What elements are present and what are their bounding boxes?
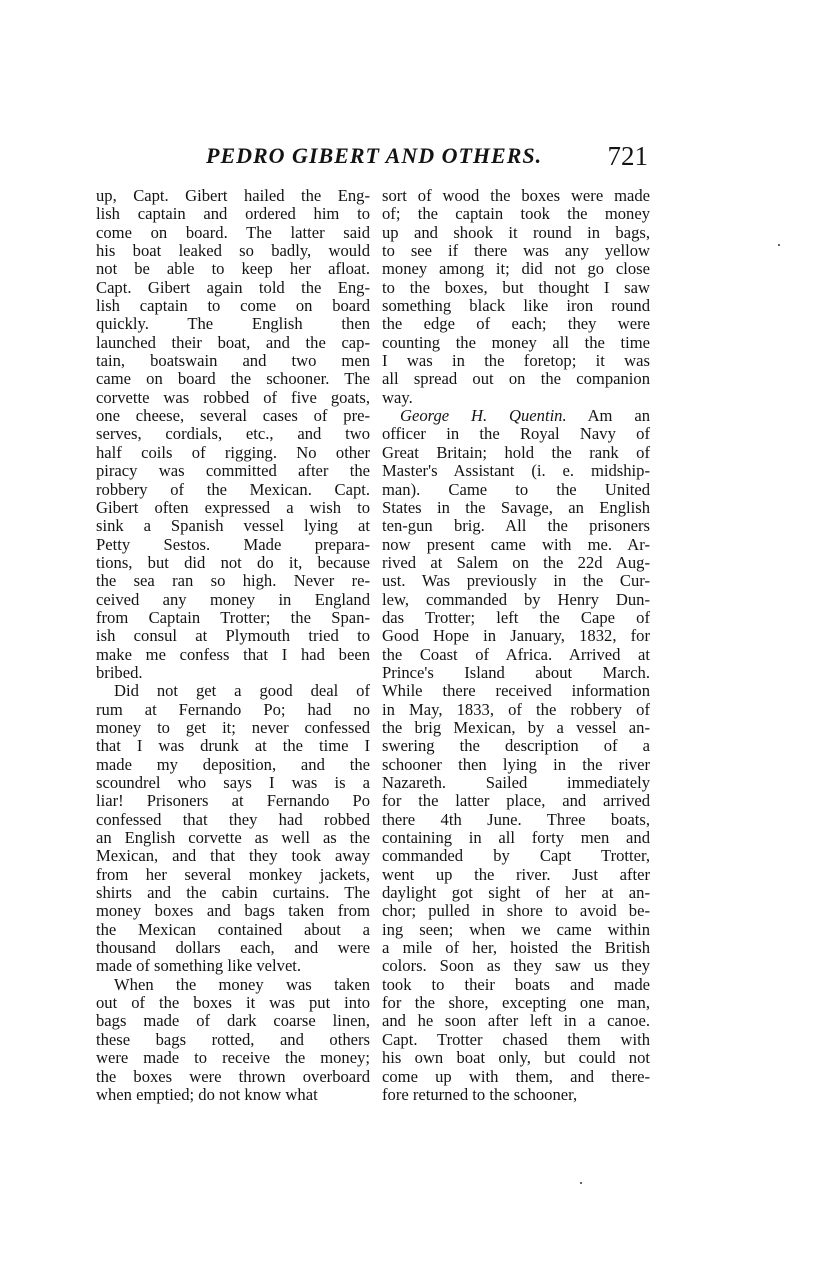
text-line: come on board. The latter said bbox=[96, 222, 370, 242]
text-line: for the shore, excepting one man, bbox=[382, 993, 650, 1013]
text-line: these bags rotted, and others bbox=[96, 1029, 370, 1049]
page-number: 721 bbox=[607, 141, 648, 171]
text-line: Master's Assistant (i. e. midship- bbox=[382, 461, 650, 481]
text-line: money among it; did not go close bbox=[382, 259, 650, 279]
text-line: Petty Sestos. Made prepara- bbox=[96, 534, 370, 554]
text-line: way. bbox=[382, 387, 413, 407]
text-line: ish consul at Plymouth tried to bbox=[96, 626, 370, 646]
text-line: made of something like velvet. bbox=[96, 956, 302, 976]
text-line: lish captain to come on board bbox=[96, 296, 370, 316]
text-line: Capt. Trotter chased them with bbox=[382, 1029, 650, 1049]
text-line: from Captain Trotter; the Span- bbox=[96, 607, 370, 627]
text-line: up and shook it round in bags, bbox=[382, 222, 650, 242]
text-line: when emptied; do not know what bbox=[96, 1084, 318, 1104]
text-line: serves, cordials, etc., and two bbox=[96, 424, 370, 444]
text-line: counting the money all the time bbox=[382, 332, 650, 352]
text-line: took to their boats and made bbox=[382, 974, 650, 994]
text-line: corvette was robbed of five goats, bbox=[96, 387, 370, 407]
text-line: that I was drunk at the time I bbox=[96, 736, 370, 756]
text-line: the Mexican contained about a bbox=[96, 919, 370, 939]
text-line: sort of wood the boxes were made bbox=[382, 186, 650, 205]
text-line: his boat leaked so badly, would bbox=[96, 241, 370, 261]
text-line: up, Capt. Gibert hailed the Eng- bbox=[96, 186, 370, 205]
text-line: his own boat only, but could not bbox=[382, 1048, 650, 1068]
text-line: lew, commanded by Henry Dun- bbox=[382, 589, 650, 609]
text-line: ust. Was previously in the Cur- bbox=[382, 571, 650, 591]
text-line: Prince's Island about March. bbox=[382, 662, 650, 682]
text-line: money to get it; never confessed bbox=[96, 717, 370, 737]
text-line: colors. Soon as they saw us they bbox=[382, 956, 650, 976]
text-line: Great Britain; hold the rank of bbox=[382, 442, 650, 462]
text-line: to see if there was any yellow bbox=[382, 241, 650, 261]
text-line: from her several monkey jackets, bbox=[96, 864, 370, 884]
text-line: the Coast of Africa. Arrived at bbox=[382, 644, 650, 664]
text-line: there 4th June. Three boats, bbox=[382, 809, 650, 829]
page-header bbox=[96, 140, 652, 174]
text-line: I was in the foretop; it was bbox=[382, 351, 650, 371]
text-line: Did not get a good deal of bbox=[114, 681, 370, 701]
text-line: tain, boatswain and two men bbox=[96, 351, 370, 371]
text-line: a mile of her, hoisted the British bbox=[382, 938, 650, 958]
text-line bbox=[382, 407, 650, 425]
text-line: das Trotter; left the Cape of bbox=[382, 607, 650, 627]
text-line: lish captain and ordered him to bbox=[96, 204, 370, 224]
left-column bbox=[96, 187, 370, 1104]
text-line: rived at Salem on the 22d Aug- bbox=[382, 552, 650, 572]
testimony-start: Am an bbox=[566, 406, 650, 426]
text-line: scoundrel who says I was is a bbox=[96, 773, 370, 792]
text-line: confessed that they had robbed bbox=[96, 809, 370, 829]
text-line: not be able to keep her afloat. bbox=[96, 259, 370, 279]
text-line: chor; pulled in shore to avoid be- bbox=[382, 901, 650, 921]
text-line: came on board the schooner. The bbox=[96, 369, 370, 389]
text-line: robbery of the Mexican. Capt. bbox=[96, 479, 370, 499]
text-line: Nazareth. Sailed immediately bbox=[382, 773, 650, 792]
text-line: now present came with me. Ar- bbox=[382, 534, 650, 554]
text-line: of; the captain took the money bbox=[382, 204, 650, 224]
text-line: man). Came to the United bbox=[382, 479, 650, 499]
right-column bbox=[382, 187, 650, 1104]
text-line: commanded by Capt Trotter, bbox=[382, 846, 650, 866]
text-line: an English corvette as well as the bbox=[96, 828, 370, 848]
text-line: the edge of each; they were bbox=[382, 314, 650, 334]
text-line: in May, 1833, of the robbery of bbox=[382, 699, 650, 719]
text-line: and he soon after left in a canoe. bbox=[382, 1011, 650, 1031]
margin-speck bbox=[580, 1182, 582, 1184]
text-line: the sea ran so high. Never re- bbox=[96, 571, 370, 591]
text-line: tions, but did not do it, because bbox=[96, 552, 370, 572]
text-line: fore returned to the schooner, bbox=[382, 1084, 578, 1104]
text-line: Good Hope in January, 1832, for bbox=[382, 626, 650, 646]
running-title: PEDRO GIBERT AND OTHERS. bbox=[206, 143, 543, 168]
text-line: come up with them, and there- bbox=[382, 1066, 650, 1086]
text-line: bribed. bbox=[96, 662, 143, 682]
text-line: schooner then lying in the river bbox=[382, 754, 650, 774]
text-line: all spread out on the companion bbox=[382, 369, 650, 389]
text-line: were made to receive the money; bbox=[96, 1048, 370, 1068]
text-line: money boxes and bags taken from bbox=[96, 901, 370, 921]
text-line: swering the description of a bbox=[382, 736, 650, 756]
text-line: containing in all forty men and bbox=[382, 828, 650, 848]
text-line: Mexican, and that they took away bbox=[96, 846, 370, 866]
margin-speck bbox=[778, 244, 780, 246]
text-line: daylight got sight of her at an- bbox=[382, 883, 650, 903]
text-line: When the money was taken bbox=[114, 974, 370, 994]
text-line: While there received information bbox=[382, 681, 650, 701]
text-line: quickly. The English then bbox=[96, 314, 370, 334]
text-line: the brig Mexican, by a vessel an- bbox=[382, 717, 650, 737]
text-line: States in the Savage, an English bbox=[382, 497, 650, 517]
text-line: ten-gun brig. All the prisoners bbox=[382, 516, 650, 536]
text-line: Capt. Gibert again told the Eng- bbox=[96, 277, 370, 297]
text-line: made my deposition, and the bbox=[96, 754, 370, 774]
text-line: make me confess that I had been bbox=[96, 644, 370, 664]
text-line: ceived any money in England bbox=[96, 589, 370, 609]
text-line: sink a Spanish vessel lying at bbox=[96, 516, 370, 536]
text-line: officer in the Royal Navy of bbox=[382, 424, 650, 444]
text-line: ing seen; when we came within bbox=[382, 919, 650, 939]
text-line: something black like iron round bbox=[382, 296, 650, 316]
text-line: piracy was committed after the bbox=[96, 461, 370, 481]
text-line: half coils of rigging. No other bbox=[96, 442, 370, 462]
text-line: liar! Prisoners at Fernando Po bbox=[96, 791, 370, 811]
text-line: out of the boxes it was put into bbox=[96, 993, 370, 1013]
text-line: for the latter place, and arrived bbox=[382, 791, 650, 811]
text-line: one cheese, several cases of pre- bbox=[96, 406, 370, 426]
speaker-name: George H. Quentin. bbox=[400, 406, 567, 426]
text-line: thousand dollars each, and were bbox=[96, 938, 370, 958]
text-line: Gibert often expressed a wish to bbox=[96, 497, 370, 517]
text-line: bags made of dark coarse linen, bbox=[96, 1011, 370, 1031]
text-line: launched their boat, and the cap- bbox=[96, 332, 370, 352]
text-line: the boxes were thrown overboard bbox=[96, 1066, 370, 1086]
text-line: rum at Fernando Po; had no bbox=[96, 699, 370, 719]
text-line: to the boxes, but thought I saw bbox=[382, 277, 650, 297]
text-line: shirts and the cabin curtains. The bbox=[96, 883, 370, 903]
text-line: went up the river. Just after bbox=[382, 864, 650, 884]
